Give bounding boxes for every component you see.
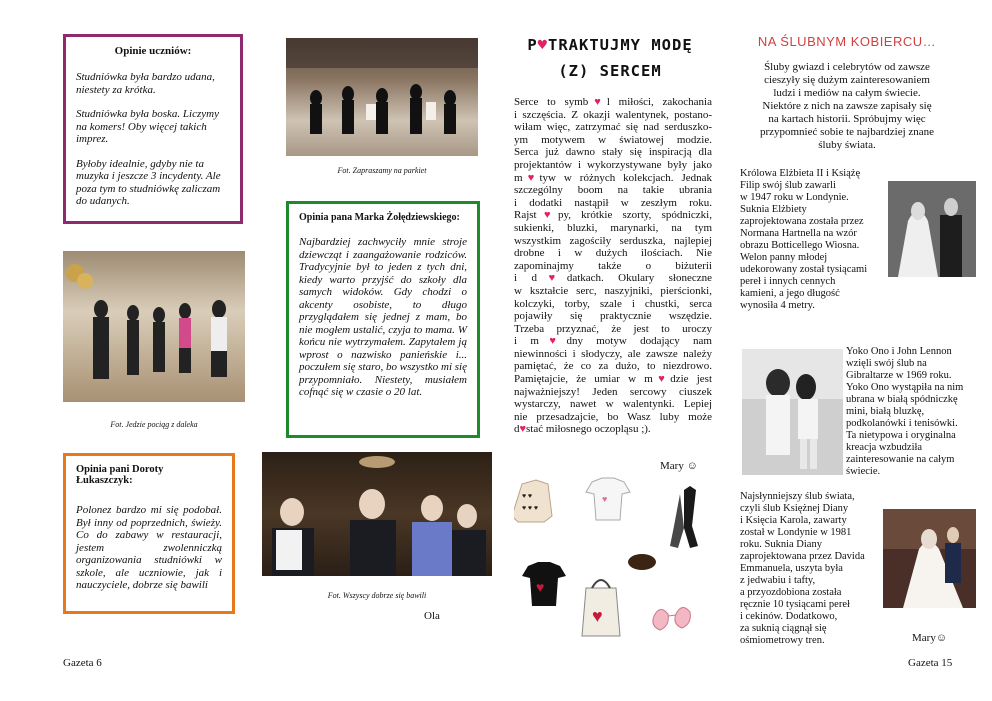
text-line: świecie. — [846, 466, 881, 477]
diana-text — [740, 491, 890, 647]
text-line: pereł i innych cennych — [740, 276, 836, 287]
text-line: podkolanówki i tenisówki. — [846, 418, 958, 429]
text-line: najważniejszy! Jeden sercowy ciuszek — [514, 385, 712, 398]
text-line: mini, białą bluzkę, — [846, 406, 925, 417]
photo-everyone-fun-caption: Fot. Wszyscy dobrze się bawili — [327, 591, 427, 600]
heart-icon: ♥ — [522, 171, 540, 184]
text-line: i cekinów. Dodatkowo, — [740, 611, 838, 622]
text-line: zaprojektowana została przez — [740, 216, 864, 227]
photo-diana-wedding — [883, 509, 976, 608]
text-line: a przyozdobiona została — [740, 587, 842, 598]
yoko-text — [846, 346, 976, 478]
heart-icon: ♥ — [652, 373, 671, 386]
text-line: Gibraltarze w 1969 roku. — [846, 370, 952, 381]
text-line: drobne i w dużych ilościach. Nie — [514, 247, 712, 260]
text-line: Filip swój ślub zawarli — [740, 180, 836, 191]
text-line: za suknią ciągnął się — [740, 623, 827, 634]
left-footer: Gazeta 6 — [63, 657, 102, 669]
student-opinions-title: Opinie uczniów: — [114, 45, 192, 57]
text-line: wzięli swój ślub na — [846, 358, 927, 369]
text-line: Yoko Ono wystąpiła na nim — [846, 382, 964, 393]
fashion-title-line1: P♥TRAKTUJMY MODĘ — [527, 36, 693, 54]
photo-elizabeth-wedding — [888, 181, 976, 277]
text-line: pojawiły się praktycznie wszędzie. — [514, 310, 712, 323]
heart-icon: ♥ — [536, 209, 558, 222]
text-line: ośmiometrowy tren. — [740, 635, 825, 646]
text-line: pamiętać, że co za dużo, to niezdrowo. — [514, 360, 712, 373]
text-line: ręcznie 10 tysiącami pereł — [740, 599, 850, 610]
text-line: zapominajmy także o biżuterii — [514, 259, 712, 272]
text-line: wszystkim zagościły serduszka, najlepiej — [514, 234, 712, 247]
text-line: niewinności i słodyczy, ale zawsze należy — [514, 347, 712, 360]
text-line: Ta nietypowa i oryginalna — [846, 430, 956, 441]
text-line: z jedwabiu i tafty, — [740, 575, 816, 586]
text-line: kolczyki, torby, szale i chustki, serca — [514, 297, 712, 310]
text-line: śluby świata. — [818, 139, 876, 151]
text-line: Serca już dawno stały się inspiracją dla — [514, 146, 712, 159]
wedding-title: NA ŚLUBNYM KOBIERCU… — [757, 34, 937, 49]
text-line: sukienki, bluzki, marynarki, na tym — [514, 221, 712, 234]
text-line: wystarczy, nawet w walentynki. Lepiej — [514, 398, 712, 411]
text-line: Welon panny młodej — [740, 252, 828, 263]
photo-everyone-fun — [262, 452, 492, 576]
text-line: Trzeba przyznać, że jest to uroczy — [514, 322, 712, 335]
text-line: ludzi i mediów na całym świecie. — [773, 87, 921, 99]
text-line: i szczęścia. Z okazji walentynek, postano- — [514, 108, 712, 121]
text-line: przypomnieć sobie te najbardziej znane — [759, 126, 935, 138]
text-line: Yoko Ono i John Lennon — [846, 346, 952, 357]
text-line: Pamiętajcie, że umiar w m♥dzie jest — [514, 373, 713, 386]
photo-dance-floor-caption: Fot. Zapraszamy na parkiet — [337, 166, 427, 175]
fashion-article — [514, 96, 712, 436]
text-line: wynosiła 4 metry. — [740, 300, 815, 311]
text-line: ubrana w białą spódniczkę — [846, 394, 958, 405]
heart-icon: ♥ — [538, 335, 567, 348]
doroty-opinion-box — [63, 453, 235, 614]
student-opinion-3: Byłoby idealnie, gdyby nie ta muzyka i jeszcze 3 incydenty. Ale poza tym to studniówkę zaliczam do udanych. — [76, 157, 221, 207]
text-line: d♥stać miłosnego oczopląsu ;). — [514, 423, 651, 436]
text-line: szczególny boom na takie ubrania — [514, 184, 712, 197]
text-line: Suknia Elżbiety — [740, 204, 807, 215]
heart-icon: ♥ — [537, 36, 549, 54]
fashion-images — [514, 476, 726, 654]
student-opinion-2: Studniówka była boska. Liczymy na komers! Oby więcej takich imprez. — [76, 108, 219, 145]
text-line: i m♥dny motyw dodający nam — [514, 335, 712, 348]
text-line: ym motywem w światowej modzie. — [514, 133, 712, 146]
text-line: nie przesadzajcie, bo Wasz luby może — [514, 410, 712, 423]
elizabeth-text — [740, 168, 890, 312]
fashion-title-line2: (Z) SERCEM — [558, 62, 662, 80]
svg-text:♥: ♥ — [536, 581, 545, 596]
text-line: kamieni, a jego długość — [740, 288, 840, 299]
text-line: na kartach historii. Spróbujmy więc — [768, 113, 926, 125]
text-line: cieszyły się dużym zainteresowaniem — [764, 74, 930, 86]
marek-opinion-text: Najbardziej zachwyciły mnie stroje dziewcząt i zaangażowanie rodziców. Tradycyjnie był to jeden z tych dni, kiedy warto przyjść do szkoły dla samych widoków. Gdy chodzi o akcenty osobiste, to długo przyglądałem się jednej z mam, bo nie mogłem ustalić, czyja to mama. W końcu nie wytrzymałem. Zapytałem ją wprost o nazwisko panieńskie i... poczułem się staro, bo wszystko mi się przypomniało. Niestety, musiałem cofnąć się w czasie o 20 lat. — [299, 236, 467, 398]
text-line: w 1947 roku w Londynie. — [740, 192, 849, 203]
marek-opinion-box — [286, 201, 480, 438]
svg-text:♥: ♥ — [592, 606, 603, 626]
text-line: Emmanuela, uszyta była — [740, 563, 843, 574]
marek-opinion-title: Opinia pana Marka Żołędziewskiego: — [299, 212, 460, 223]
text-line: i Księcia Karola, zawarty — [740, 515, 847, 526]
text-line: projektantów i wykorzystywane były jako — [514, 158, 712, 171]
text-line: m♥tyw w różnych kolekcjach. Jednak — [514, 171, 713, 184]
doroty-opinion-text: Polonez bardzo mi się podobał. Był inny od poprzednich, świeży. Co do zabawy w restauracji, jestem zwolenniczką organizowania studniówki w szkole, ale uczniowie, jak i nauczyciele, dobrze się bawili — [76, 504, 222, 591]
text-line: wiłam więc, zatrzymać się nad serduszko- — [514, 121, 712, 134]
right-signature: Mary☺ — [912, 632, 948, 644]
text-line: Rajst♥py, krótkie szorty, spódniczki, — [514, 209, 712, 222]
student-opinions-box — [63, 34, 243, 224]
fashion-signature: Mary ☺ — [660, 460, 698, 472]
right-footer: Gazeta 15 — [908, 657, 953, 669]
svg-text:♥ ♥: ♥ ♥ — [522, 492, 533, 500]
photo-dance-floor — [286, 38, 478, 156]
heart-icon: ♥ — [588, 96, 607, 108]
text-line: Normana Hartnella na wzór — [740, 228, 857, 239]
left-signature: Ola — [424, 610, 440, 622]
text-line: zaprojektowana przez Davida — [740, 551, 865, 562]
text-line: Królowa Elżbieta II i Książę — [740, 168, 861, 179]
text-line: i dodatki nastąpił w zeszłym roku. — [514, 196, 712, 209]
text-line: Śluby gwiazd i celebrytów od zawsze — [764, 61, 930, 73]
heart-icon: ♥ — [536, 272, 567, 285]
text-line: zainteresowanie na całym — [846, 454, 955, 465]
text-line: Serce to symb♥l miłości, zakochania — [514, 96, 712, 108]
wedding-intro — [742, 61, 952, 152]
text-line: w kształcie serc, naszyjniki, pierścionki, — [514, 284, 712, 297]
photo-train-dance-caption: Fot. Jedzie pociąg z daleka — [110, 420, 198, 429]
doroty-opinion-title: Opinia pani Doroty Łukaszczyk: — [76, 464, 164, 486]
text-line: udekorowany został tysiącami — [740, 264, 868, 275]
heart-icon: ♥ — [519, 423, 527, 436]
svg-text:♥ ♥ ♥: ♥ ♥ ♥ — [522, 504, 538, 512]
text-line: kreacja wzbudziła — [846, 442, 923, 453]
text-line: Niektóre z nich na zawsze zapisały się — [762, 100, 932, 112]
text-line: został w Londynie w 1981 — [740, 527, 852, 538]
photo-yoko-lennon-wedding — [742, 349, 843, 475]
text-line: obrazu Botticellego Wiosna. — [740, 240, 860, 251]
text-line: i d♥datkach. Okulary słoneczne — [514, 272, 712, 285]
text-line: Najsłynniejszy ślub świata, — [740, 491, 855, 502]
text-line: roku. Suknia Diany — [740, 539, 822, 550]
photo-train-dance — [63, 251, 245, 402]
text-line: czyli ślub Księżnej Diany — [740, 503, 849, 514]
fashion-title — [515, 36, 705, 80]
student-opinion-1: Studniówka była bardzo udana, niestety za krótka. — [76, 71, 215, 96]
svg-text:♥: ♥ — [602, 494, 608, 504]
